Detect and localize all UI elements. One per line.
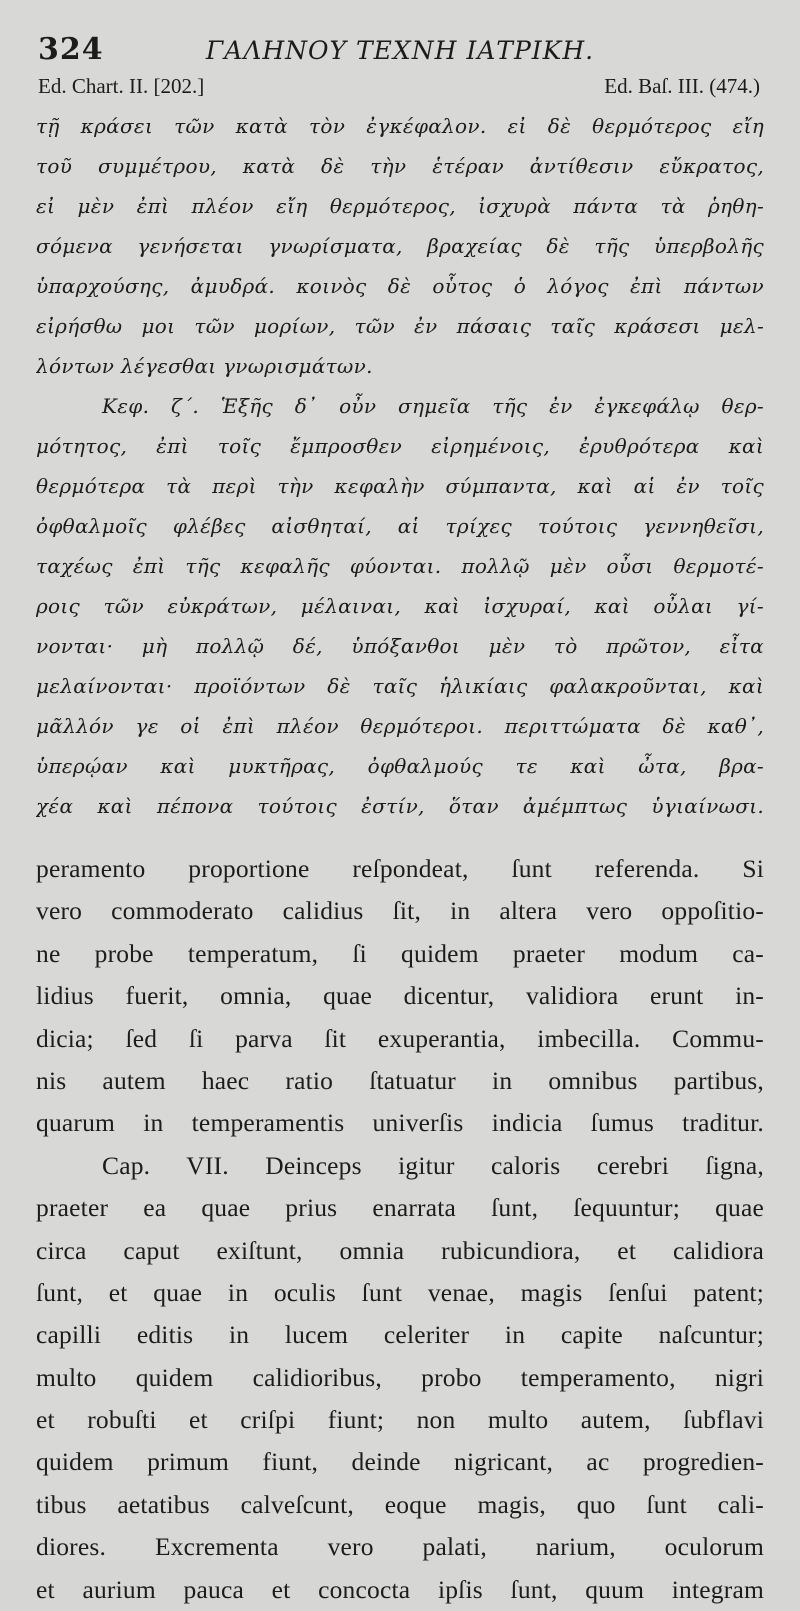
page-header — [36, 28, 764, 72]
greek-line: εἰ μὲν ἐπὶ πλέον εἴη θερμότερος, ἰσχυρὰ πάντα τὰ ῥηθη- — [36, 194, 764, 218]
latin-line: peramento proportione reſpondeat, ſunt referenda. Si — [36, 854, 764, 883]
page-number: 324 — [38, 32, 104, 67]
latin-line: diores. Excrementa vero palati, narium, oculorum — [36, 1532, 764, 1562]
greek-line: μότητος, ἐπὶ τοῖς ἔμπροσθεν εἰρημένοις, ἐρυθρότερα καὶ — [36, 434, 764, 458]
latin-line: multo quidem calidioribus, probo temperamento, nigri — [36, 1362, 764, 1392]
greek-line: μᾶλλόν γε οἱ ἐπὶ πλέον θερμότεροι. περιττώματα δὲ καθ᾽, — [36, 714, 764, 738]
greek-line: σόμενα γενήσεται γνωρίσματα, βραχείας δὲ τῆς ὑπερβολῆς — [36, 234, 764, 258]
greek-line: ὑπερῴαν καὶ μυκτῆρας, ὀφθαλμούς τε καὶ ὦτα, βρα- — [36, 754, 764, 778]
latin-line: et aurium pauca et concocta ipſis ſunt, quum integram — [36, 1574, 764, 1604]
latin-line: circa caput exiſtunt, omnia rubicundiora, et calidiora — [36, 1235, 764, 1265]
latin-line: praeter ea quae prius enarrata ſunt, ſequuntur; quae — [36, 1193, 764, 1223]
latin-line: quarum in temperamentis univerſis indicia ſumus traditur. — [36, 1108, 764, 1138]
latin-line: ne probe temperatum, ſi quidem praeter modum ca- — [36, 938, 764, 968]
greek-line: λόντων λέγεσθαι γνωρισμάτων. — [36, 354, 373, 378]
running-title: ΓΑΛΗΝΟΥ ΤΕΧΝΗ ΙΑΤΡΙΚΗ. — [205, 36, 595, 65]
latin-line: et robuſti et criſpi fiunt; non multo autem, ſubflavi — [36, 1405, 764, 1435]
greek-line: χέα καὶ πέπονα τούτοις ἐστίν, ὅταν ἀμέμπτως ὑγιαίνωσι. — [36, 794, 764, 818]
edition-chartier-reference: Ed. Chart. II. [202.] — [38, 74, 205, 98]
greek-line: τῇ κράσει τῶν κατὰ τὸν ἐγκέφαλον. εἰ δὲ θερμότερος εἴη — [36, 114, 764, 138]
greek-line: ταχέως ἐπὶ τῆς κεφαλῆς φύονται. πολλῷ μὲν οὖσι θερμοτέ- — [36, 554, 764, 578]
latin-line: dicia; ſed ſi parva ſit exuperantia, imbecilla. Commu- — [36, 1023, 764, 1053]
latin-chapter-heading-line: Cap. VII. Deinceps igitur caloris cerebri ſigna, — [102, 1150, 764, 1180]
latin-line: vero commoderato calidius ſit, in altera vero oppoſitio- — [36, 896, 764, 926]
greek-chapter-heading-line: Κεφ. ζ΄. Ἑξῆς δ᾽ οὖν σημεῖα τῆς ἐν ἐγκεφάλῳ θερ- — [102, 394, 764, 418]
latin-text-block — [36, 848, 764, 1611]
latin-line: tibus aetatibus calveſcunt, eoque magis, quo ſunt cali- — [36, 1489, 764, 1519]
greek-line: θερμότερα τὰ περὶ τὴν κεφαλὴν σύμπαντα, καὶ αἱ ἐν τοῖς — [36, 474, 764, 498]
edition-basel-reference: Ed. Baſ. III. (474.) — [604, 74, 760, 98]
greek-line: μελαίνονται· προϊόντων δὲ ταῖς ἡλικίαις φαλακροῦνται, καὶ — [36, 674, 764, 698]
latin-line: lidius fuerit, omnia, quae dicentur, validiora erunt in- — [36, 981, 764, 1011]
latin-line: quidem primum fiunt, deinde nigricant, ac progredien- — [36, 1447, 764, 1477]
greek-line: τοῦ συμμέτρου, κατὰ δὲ τὴν ἑτέραν ἀντίθεσιν εὔκρατος, — [36, 154, 764, 178]
latin-line: ſunt, et quae in oculis ſunt venae, magis ſenſui patent; — [36, 1277, 764, 1307]
latin-line: capilli editis in lucem celeriter in capite naſcuntur; — [36, 1320, 764, 1350]
edition-reference-line — [36, 72, 764, 106]
greek-line: ροις τῶν εὐκράτων, μέλαιναι, καὶ ἰσχυραί, καὶ οὖλαι γί- — [36, 594, 764, 618]
greek-line: ὑπαρχούσης, ἀμυδρά. κοινὸς δὲ οὗτος ὁ λόγος ἐπὶ πάντων — [36, 274, 764, 298]
greek-text-block — [36, 106, 764, 826]
latin-line: nis autem haec ratio ſtatuatur in omnibus partibus, — [36, 1065, 764, 1095]
greek-line: νονται· μὴ πολλῷ δέ, ὑπόξανθοι μὲν τὸ πρῶτον, εἶτα — [36, 634, 764, 658]
greek-line: εἰρήσθω μοι τῶν μορίων, τῶν ἐν πάσαις ταῖς κράσεσι μελ- — [36, 314, 764, 338]
greek-line: ὀφθαλμοῖς φλέβες αἰσθηταί, αἱ τρίχες τούτοις γεννηθεῖσι, — [36, 514, 764, 538]
